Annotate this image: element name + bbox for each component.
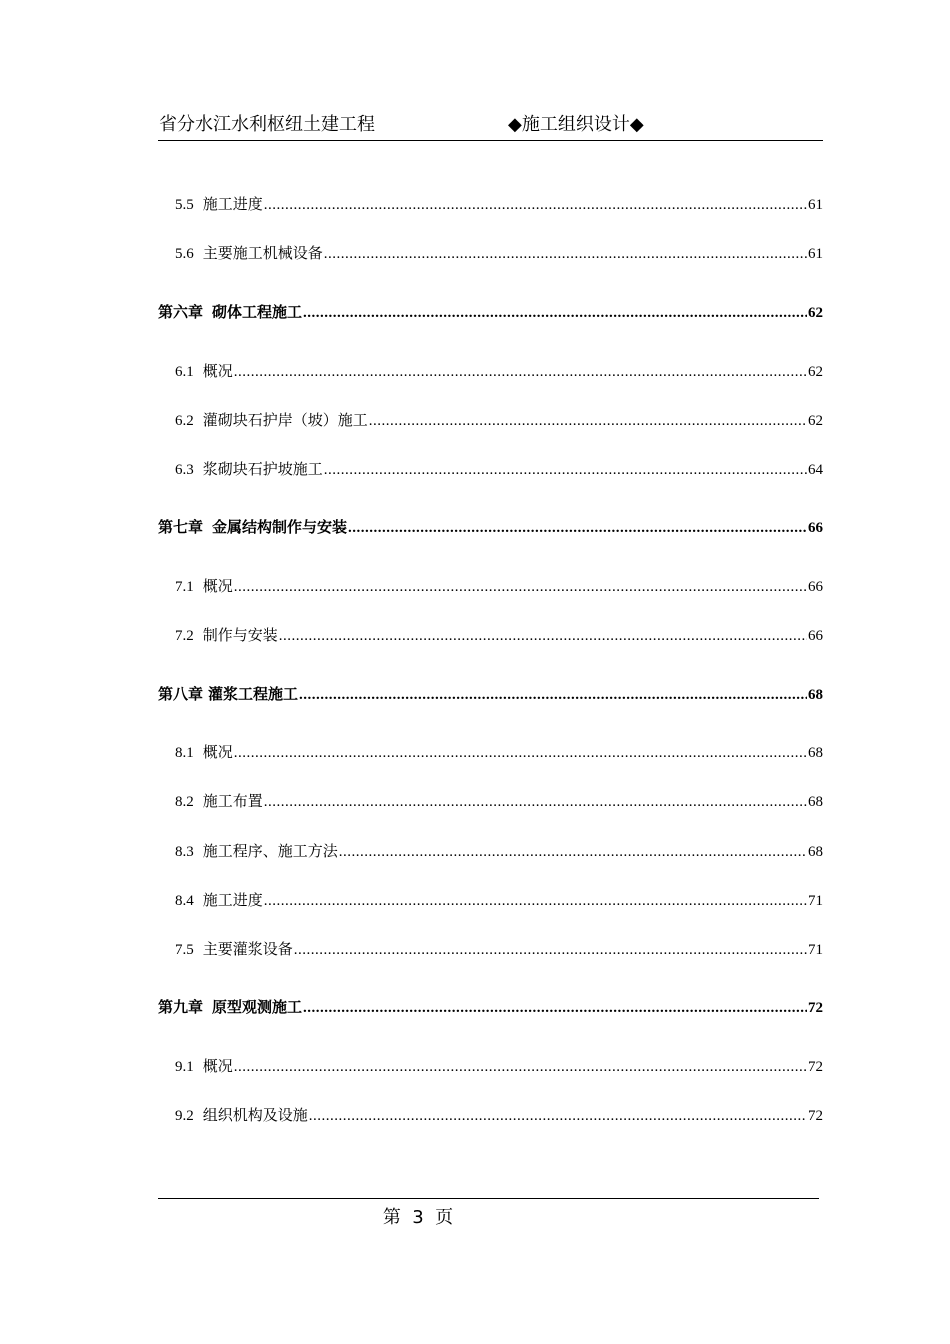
toc-dot-leader xyxy=(348,517,807,539)
toc-entry-page: 62 xyxy=(808,305,823,321)
toc-entry-text: 主要灌浆设备 xyxy=(202,942,293,958)
toc-entry-title xyxy=(175,939,293,961)
toc-entry-title xyxy=(158,684,298,706)
toc-dot-leader xyxy=(234,1056,807,1078)
toc-entry-title xyxy=(158,997,302,1019)
toc-entry-number: 9.2 xyxy=(175,1108,194,1124)
toc-entry-number: 8.1 xyxy=(175,745,194,761)
toc-entry[interactable] xyxy=(158,459,823,481)
toc-chapter-entry[interactable] xyxy=(158,302,823,324)
toc-entry-page: 71 xyxy=(808,942,823,958)
toc-entry-text: 砌体工程施工 xyxy=(212,305,303,321)
toc-entry-title xyxy=(175,841,338,863)
toc-entry-text: 原型观测施工 xyxy=(212,1000,303,1016)
toc-entry-page: 64 xyxy=(808,462,823,478)
toc-entry-number: 6.3 xyxy=(175,462,194,478)
toc-dot-leader xyxy=(294,939,807,961)
toc-entry-text: 施工进度 xyxy=(202,197,263,213)
toc-entry-page: 68 xyxy=(808,794,823,810)
toc-entry-text: 概况 xyxy=(202,579,233,595)
toc-entry-number: 8.2 xyxy=(175,794,194,810)
toc-entry[interactable] xyxy=(158,939,823,961)
toc-entry-number: 8.4 xyxy=(175,893,194,909)
toc-entry-title xyxy=(175,410,368,432)
toc-dot-leader xyxy=(279,625,807,647)
toc-entry-page: 72 xyxy=(808,1108,823,1124)
toc-entry-text: 制作与安装 xyxy=(202,628,278,644)
toc-entry-text: 金属结构制作与安装 xyxy=(212,520,348,536)
toc-entry-number: 6.2 xyxy=(175,413,194,429)
toc-entry-title xyxy=(175,791,263,813)
toc-entry-number: 5.5 xyxy=(175,197,194,213)
toc-entry-page: 68 xyxy=(808,745,823,761)
toc-entry-text: 主要施工机械设备 xyxy=(202,246,323,262)
toc-entry-title xyxy=(175,459,323,481)
toc-dot-leader xyxy=(303,302,807,324)
header-document-title: ◆施工组织设计◆ xyxy=(508,114,644,135)
toc-dot-leader xyxy=(309,1105,807,1127)
toc-dot-leader xyxy=(234,576,807,598)
toc-dot-leader xyxy=(339,841,807,863)
toc-entry-title xyxy=(158,517,347,539)
toc-chapter-entry[interactable] xyxy=(158,684,823,706)
toc-dot-leader xyxy=(264,194,807,216)
toc-entry[interactable] xyxy=(158,576,823,598)
toc-entry-page: 61 xyxy=(808,246,823,262)
toc-entry-page: 66 xyxy=(808,579,823,595)
toc-entry-page: 61 xyxy=(808,197,823,213)
toc-entry-title xyxy=(175,194,263,216)
toc-entry-page: 68 xyxy=(808,844,823,860)
toc-entry-title xyxy=(175,1056,233,1078)
toc-entry-title xyxy=(175,890,263,912)
toc-entry-title xyxy=(175,243,323,265)
toc-entry-page: 62 xyxy=(808,364,823,380)
toc-entry-number: 第六章 xyxy=(158,305,204,321)
toc-entry-page: 66 xyxy=(808,628,823,644)
footer-divider xyxy=(158,1198,819,1199)
toc-entry-title xyxy=(175,576,233,598)
toc-chapter-entry[interactable] xyxy=(158,997,823,1019)
toc-entry[interactable] xyxy=(158,742,823,764)
toc-dot-leader xyxy=(234,742,807,764)
toc-entry-title xyxy=(158,302,302,324)
toc-entry-title xyxy=(175,1105,308,1127)
toc-entry-number: 9.1 xyxy=(175,1059,194,1075)
toc-dot-leader xyxy=(234,361,807,383)
toc-dot-leader xyxy=(324,243,807,265)
toc-dot-leader xyxy=(324,459,807,481)
header-project-title: 省分水江水利枢纽土建工程 xyxy=(159,114,375,135)
toc-entry[interactable] xyxy=(158,410,823,432)
toc-entry[interactable] xyxy=(158,625,823,647)
toc-entry-number: 7.1 xyxy=(175,579,194,595)
toc-entry[interactable] xyxy=(158,361,823,383)
page-number: 第 3 页 xyxy=(382,1207,454,1228)
toc-dot-leader xyxy=(369,410,807,432)
toc-entry-page: 72 xyxy=(808,1000,823,1016)
toc-entry-text: 灌砌块石护岸（坡）施工 xyxy=(202,413,368,429)
toc-entry[interactable] xyxy=(158,841,823,863)
toc-entry-text: 概况 xyxy=(202,364,233,380)
toc-entry-number: 7.5 xyxy=(175,942,194,958)
toc-entry-text: 施工布置 xyxy=(202,794,263,810)
toc-entry-number: 6.1 xyxy=(175,364,194,380)
toc-entry[interactable] xyxy=(158,890,823,912)
toc-entry-number: 第八章 xyxy=(158,687,204,703)
toc-dot-leader xyxy=(264,791,807,813)
toc-entry-number: 8.3 xyxy=(175,844,194,860)
toc-dot-leader xyxy=(264,890,807,912)
toc-dot-leader xyxy=(303,997,807,1019)
toc-entry[interactable] xyxy=(158,791,823,813)
toc-entry-title xyxy=(175,625,278,647)
toc-entry[interactable] xyxy=(158,1105,823,1127)
toc-entry-number: 第七章 xyxy=(158,520,204,536)
toc-entry-text: 浆砌块石护坡施工 xyxy=(202,462,323,478)
toc-entry-text: 施工进度 xyxy=(202,893,263,909)
toc-entry-text: 灌浆工程施工 xyxy=(208,687,299,703)
toc-entry-page: 62 xyxy=(808,413,823,429)
toc-entry-text: 施工程序、施工方法 xyxy=(202,844,338,860)
toc-entry[interactable] xyxy=(158,1056,823,1078)
toc-entry-title xyxy=(175,361,233,383)
toc-entry-page: 71 xyxy=(808,893,823,909)
toc-dot-leader xyxy=(299,684,807,706)
toc-chapter-entry[interactable] xyxy=(158,517,823,539)
toc-entry-page: 72 xyxy=(808,1059,823,1075)
toc-entry[interactable] xyxy=(158,243,823,265)
toc-entry-title xyxy=(175,742,233,764)
toc-entry-number: 第九章 xyxy=(158,1000,204,1016)
toc-entry-page: 68 xyxy=(808,687,823,703)
page-header xyxy=(158,112,823,141)
toc-entry-number: 5.6 xyxy=(175,246,194,262)
toc-entry-page: 66 xyxy=(808,520,823,536)
toc-entry-text: 组织机构及设施 xyxy=(202,1108,308,1124)
toc-entry[interactable] xyxy=(158,194,823,216)
toc-entry-number: 7.2 xyxy=(175,628,194,644)
toc-entry-text: 概况 xyxy=(202,745,233,761)
toc-entry-text: 概况 xyxy=(202,1059,233,1075)
